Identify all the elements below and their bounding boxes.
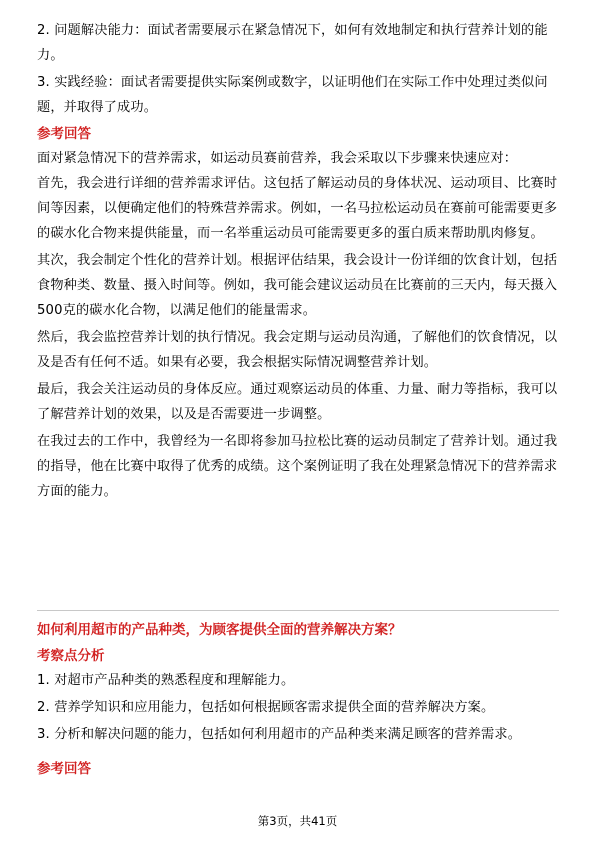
answer-heading: 参考回答 <box>37 126 91 142</box>
page-number: 第3页，共41页 <box>257 814 338 828</box>
section-divider <box>37 610 559 611</box>
answer-paragraph: 其次，我会制定个性化的营养计划。根据评估结果，我会设计一份详细的饮食计划，包括食物种类、数量、摄入时间等。例如，我可能会建议运动员在比赛前的三天内，每天摄入500克的碳水化合物，以满足他们的能量需求。 <box>37 253 558 318</box>
answer-paragraph: 面对紧急情况下的营养需求，如运动员赛前营养，我会采取以下步骤来快速应对： <box>37 151 518 166</box>
answer-heading: 参考回答 <box>37 761 91 777</box>
answer-paragraph: 然后，我会监控营养计划的执行情况。我会定期与运动员沟通，了解他们的饮食情况，以及是否有任何不适。如果有必要，我会根据实际情况调整营养计划。 <box>37 330 558 370</box>
analysis-item: 1. 对超市产品种类的熟悉程度和理解能力。 <box>37 673 295 688</box>
answer-paragraph: 首先，我会进行详细的营养需求评估。这包括了解运动员的身体状况、运动项目、比赛时间等因素，以便确定他们的特殊营养需求。例如，一名马拉松运动员在赛前可能需要更多的碳水化合物来提供能量，而一名举重运动员可能需要更多的蛋白质来帮助肌肉修复。 <box>37 176 558 241</box>
analysis-item: 3. 分析和解决问题的能力，包括如何利用超市的产品种类来满足顾客的营养需求。 <box>37 727 522 742</box>
analysis-item: 2. 问题解决能力：面试者需要展示在紧急情况下，如何有效地制定和执行营养计划的能力。 <box>37 23 548 63</box>
answer-paragraph: 最后，我会关注运动员的身体反应。通过观察运动员的体重、力量、耐力等指标，我可以了解营养计划的效果，以及是否需要进一步调整。 <box>37 382 558 422</box>
analysis-item: 2. 营养学知识和应用能力，包括如何根据顾客需求提供全面的营养解决方案。 <box>37 700 495 715</box>
section-1-continued <box>37 18 559 504</box>
analysis-item: 3. 实践经验：面试者需要提供实际案例或数字，以证明他们在实际工作中处理过类似问题，并取得了成功。 <box>37 75 548 115</box>
question-title: 如何利用超市的产品种类，为顾客提供全面的营养解决方案？ <box>37 622 402 638</box>
answer-paragraph: 在我过去的工作中，我曾经为一名即将参加马拉松比赛的运动员制定了营养计划。通过我的指导，他在比赛中取得了优秀的成绩。这个案例证明了我在处理紧急情况下的营养需求方面的能力。 <box>37 434 558 499</box>
analysis-heading: 考察点分析 <box>37 648 105 664</box>
section-2 <box>37 618 559 781</box>
